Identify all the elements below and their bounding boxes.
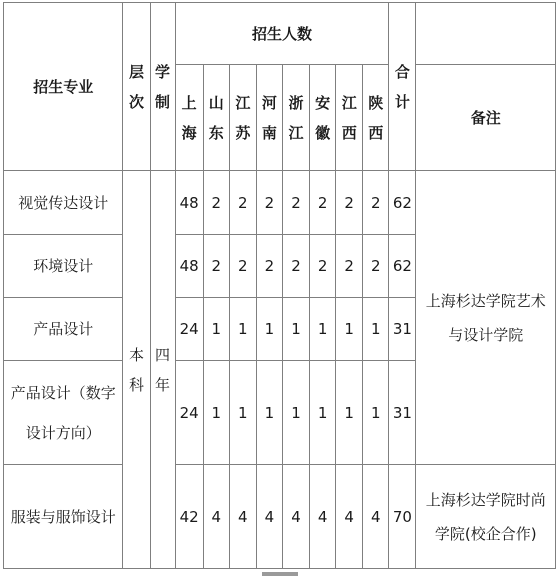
header-total — [389, 3, 416, 171]
province-char: 浙 — [288, 93, 304, 112]
count-cell: 2 — [310, 235, 336, 298]
note-cell — [416, 171, 556, 465]
header-level-char-1: 层 — [128, 62, 144, 81]
province-char: 海 — [181, 123, 197, 142]
level-value — [123, 171, 150, 569]
province-shandong — [203, 65, 229, 171]
count-cell: 2 — [363, 235, 389, 298]
major-cell — [4, 298, 123, 361]
count-cell: 1 — [229, 298, 256, 361]
count-cell: 1 — [256, 361, 282, 465]
province-char: 江 — [341, 93, 357, 112]
province-char: 江 — [288, 123, 304, 142]
count-cell: 1 — [282, 361, 309, 465]
count-cell: 1 — [203, 298, 229, 361]
count-cell: 4 — [229, 465, 256, 569]
count-cell: 2 — [203, 171, 229, 235]
province-anhui — [310, 65, 336, 171]
header-duration-char-2: 制 — [155, 92, 171, 111]
province-char: 河 — [261, 93, 277, 112]
count-cell: 1 — [256, 298, 282, 361]
count-cell: 24 — [175, 361, 203, 465]
province-char: 东 — [208, 123, 224, 142]
total-cell: 31 — [389, 361, 416, 465]
count-cell: 1 — [336, 298, 363, 361]
header-total-char-1: 合 — [394, 62, 410, 81]
count-cell: 2 — [363, 171, 389, 235]
count-cell: 1 — [363, 361, 389, 465]
major-cell — [4, 235, 123, 298]
count-cell: 2 — [229, 235, 256, 298]
count-cell: 4 — [282, 465, 309, 569]
province-char: 西 — [341, 123, 357, 142]
header-level-char-2: 次 — [128, 92, 144, 111]
province-char: 南 — [261, 123, 277, 142]
note-line: 学院(校企合作) — [434, 524, 537, 543]
major-line: 设计方向） — [25, 423, 101, 442]
count-cell: 1 — [310, 361, 336, 465]
province-char: 苏 — [235, 123, 251, 142]
note-line: 与设计学院 — [448, 325, 524, 344]
duration-char-1: 四 — [155, 345, 171, 364]
province-char: 徽 — [315, 123, 331, 142]
total-cell: 31 — [389, 298, 416, 361]
count-cell: 4 — [336, 465, 363, 569]
major-cell — [4, 465, 123, 569]
count-cell: 42 — [175, 465, 203, 569]
table-row — [4, 465, 556, 569]
count-cell: 4 — [363, 465, 389, 569]
enrollment-table — [3, 2, 556, 569]
count-cell: 1 — [363, 298, 389, 361]
level-char-1: 本 — [128, 345, 144, 364]
count-cell: 4 — [310, 465, 336, 569]
province-char: 上 — [181, 93, 197, 112]
header-total-char-2: 计 — [394, 92, 410, 111]
table-row — [4, 171, 556, 235]
count-cell: 24 — [175, 298, 203, 361]
count-cell: 2 — [256, 171, 282, 235]
major-line: 产品设计 — [33, 320, 94, 338]
count-cell: 2 — [282, 171, 309, 235]
province-henan — [256, 65, 282, 171]
major-line: 视觉传达设计 — [18, 193, 109, 212]
duration-value — [150, 171, 175, 569]
major-cell — [4, 171, 123, 235]
note-cell — [416, 465, 556, 569]
count-cell: 2 — [229, 171, 256, 235]
header-note: 备注 — [416, 65, 556, 171]
count-cell: 48 — [175, 235, 203, 298]
count-cell: 2 — [282, 235, 309, 298]
count-cell: 1 — [282, 298, 309, 361]
major-line: 环境设计 — [33, 257, 94, 275]
total-cell: 70 — [389, 465, 416, 569]
major-line: 产品设计（数字 — [10, 383, 116, 402]
count-cell: 4 — [203, 465, 229, 569]
total-cell: 62 — [389, 171, 416, 235]
province-char: 江 — [235, 93, 251, 112]
province-char: 山 — [208, 93, 224, 112]
scroll-indicator — [262, 572, 298, 576]
province-zhejiang — [282, 65, 309, 171]
count-cell: 2 — [256, 235, 282, 298]
province-char: 西 — [368, 123, 384, 142]
count-cell: 1 — [310, 298, 336, 361]
count-cell: 2 — [203, 235, 229, 298]
count-cell: 48 — [175, 171, 203, 235]
count-cell: 1 — [229, 361, 256, 465]
count-cell: 2 — [310, 171, 336, 235]
province-jiangsu — [229, 65, 256, 171]
header-duration-char-1: 学 — [155, 62, 171, 81]
header-major: 招生专业 — [4, 3, 123, 171]
province-shaanxi — [363, 65, 389, 171]
count-cell: 2 — [336, 171, 363, 235]
note-line: 上海杉达学院时尚 — [425, 490, 546, 509]
header-level — [123, 3, 150, 171]
province-char: 陕 — [368, 93, 384, 112]
province-shanghai — [175, 65, 203, 171]
note-line: 上海杉达学院艺术 — [425, 291, 546, 310]
header-enrollment: 招生人数 — [175, 3, 389, 65]
count-cell: 1 — [336, 361, 363, 465]
major-line: 服装与服饰设计 — [10, 507, 116, 526]
header-duration — [150, 3, 175, 171]
province-jiangxi — [336, 65, 363, 171]
count-cell: 4 — [256, 465, 282, 569]
header-note-top — [416, 3, 556, 65]
level-char-2: 科 — [128, 375, 144, 394]
major-cell — [4, 361, 123, 465]
duration-char-2: 年 — [155, 375, 171, 394]
count-cell: 2 — [336, 235, 363, 298]
province-char: 安 — [315, 93, 331, 112]
total-cell: 62 — [389, 235, 416, 298]
count-cell: 1 — [203, 361, 229, 465]
